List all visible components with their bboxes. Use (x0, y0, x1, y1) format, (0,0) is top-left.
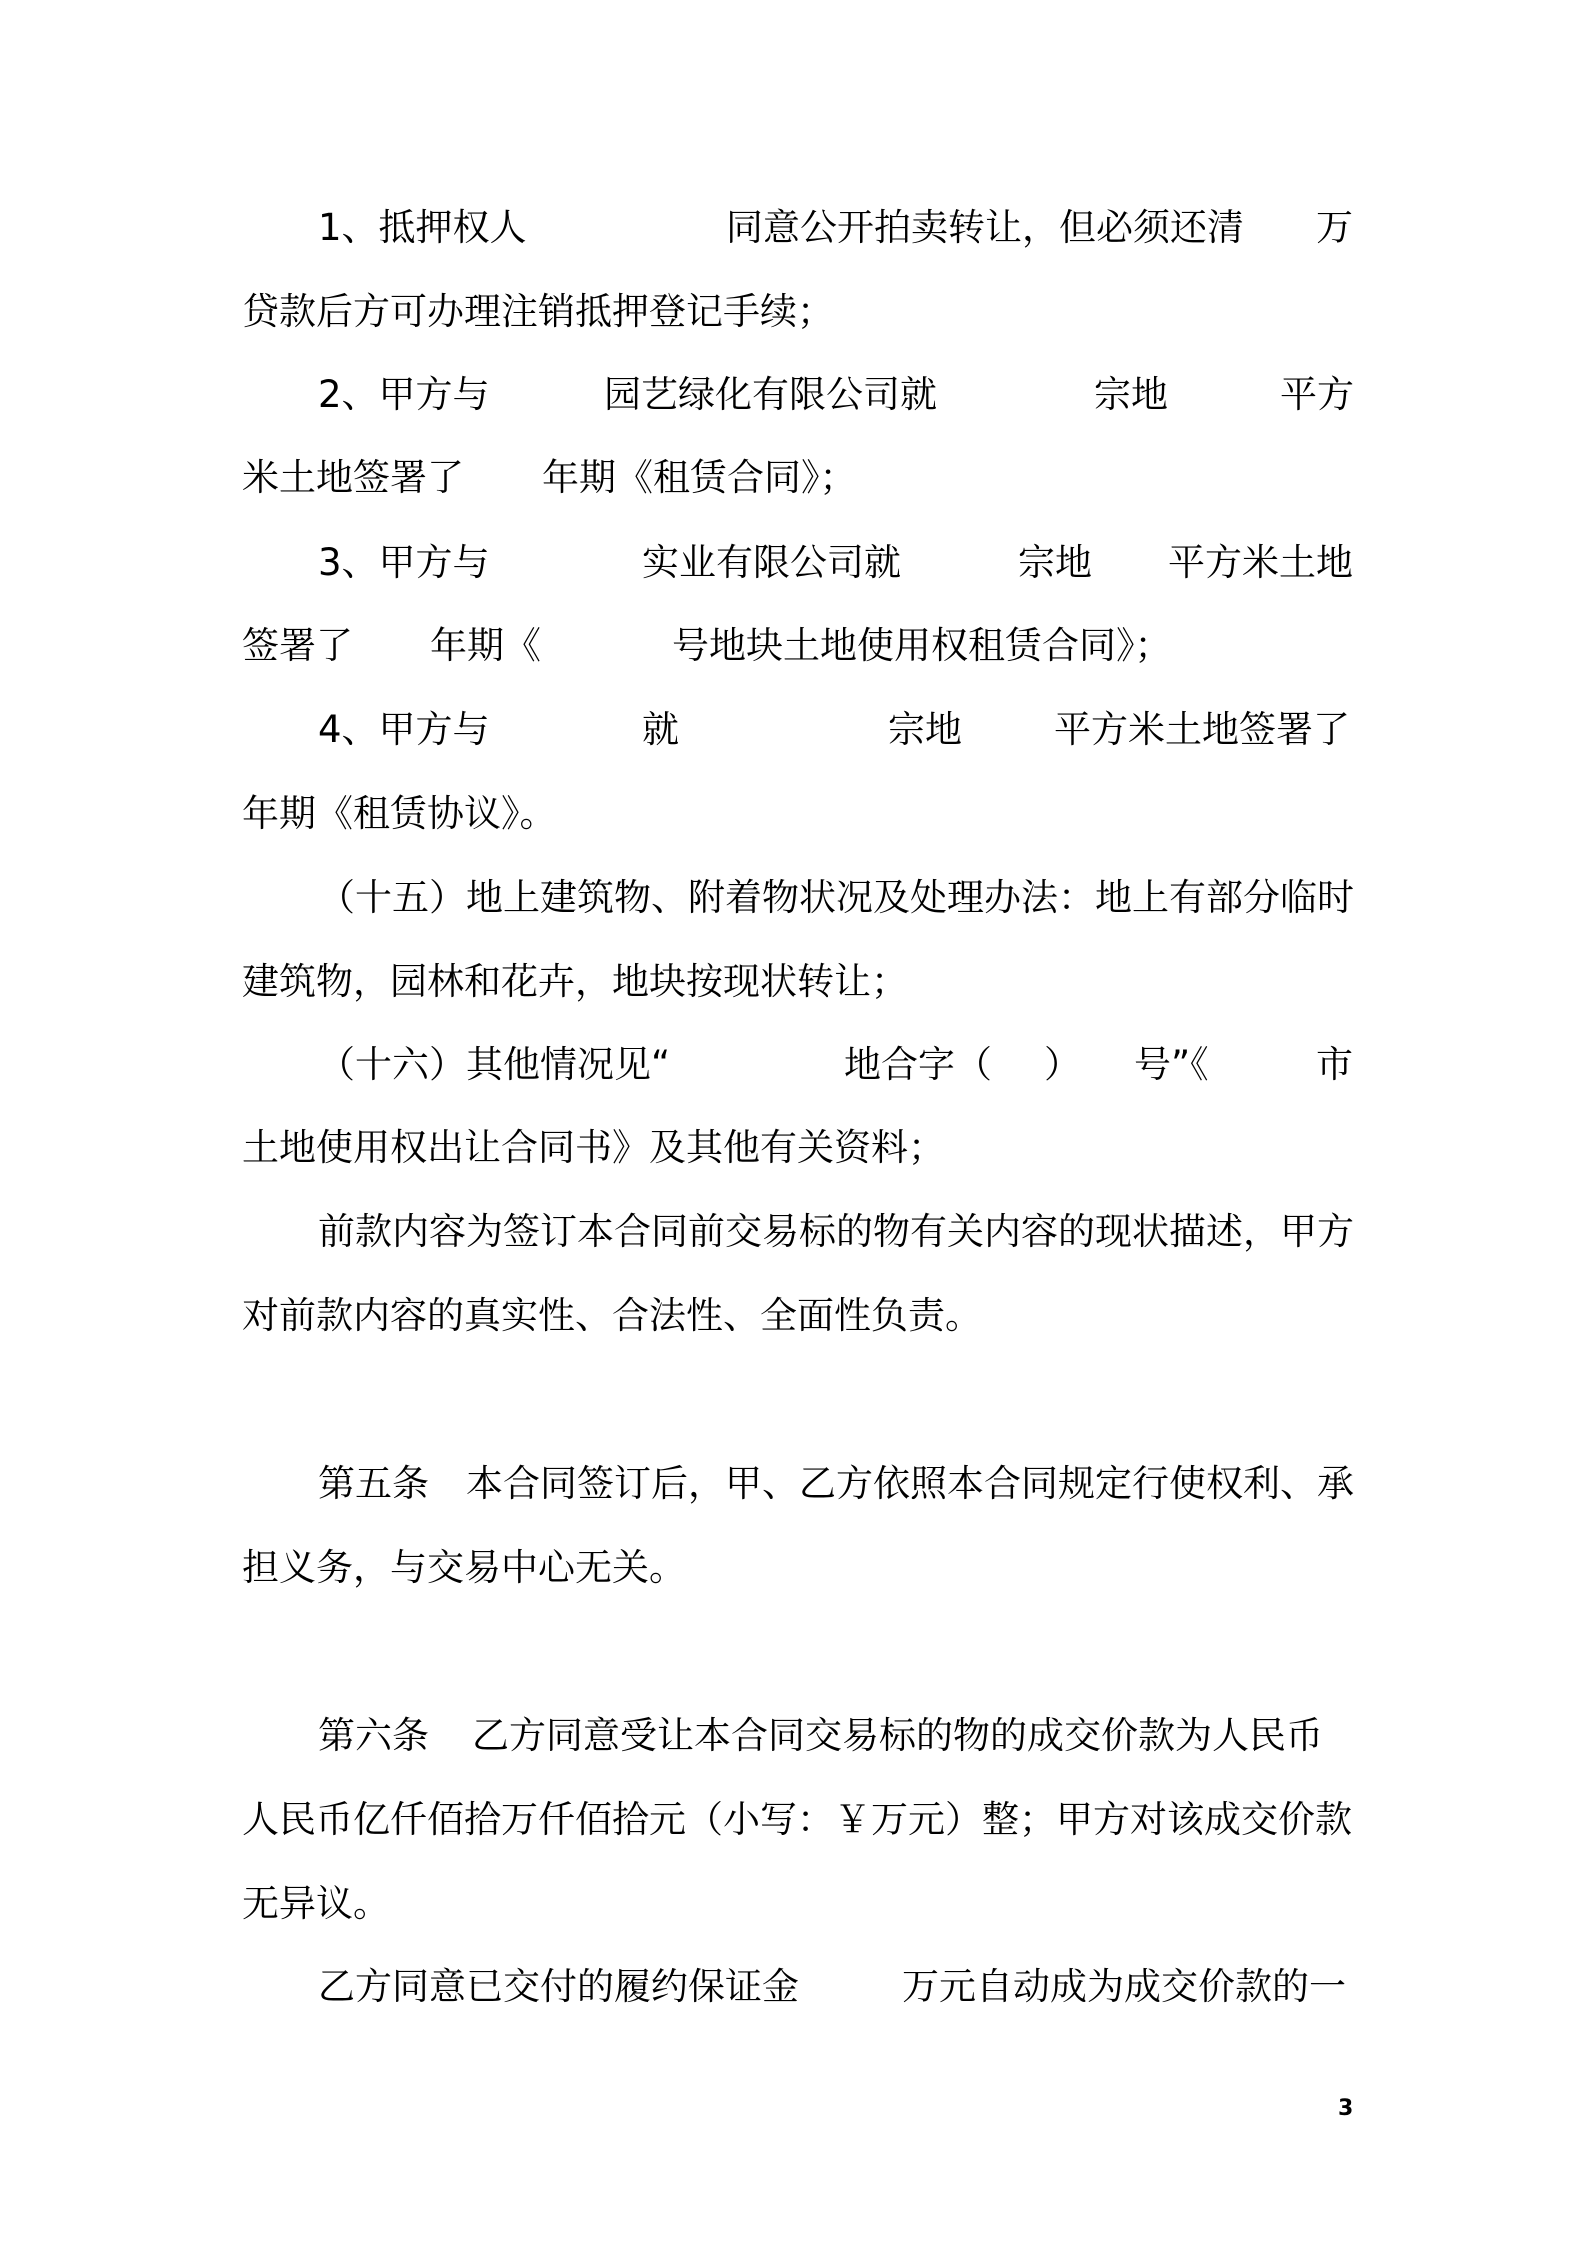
text-line (242, 1284, 1354, 1348)
text-segment: 贷款后方可办理注销抵押登记手续； (242, 290, 834, 333)
text-segment: 担义务，与交易中心无关。 (242, 1546, 686, 1589)
text-line (242, 866, 1354, 930)
text-line (242, 1452, 1354, 1516)
text-segment: 第五条 (318, 1462, 429, 1505)
text-segment: ） (1044, 1043, 1081, 1086)
text-segment: 本合同签订后，甲、乙方依照本合同规定行使权利、承 (466, 1462, 1354, 1505)
text-segment: 前款内容为签订本合同前交易标的物有关内容的现状描述，甲方 (318, 1210, 1354, 1253)
text-segment: 地合字（ (844, 1043, 992, 1086)
text-segment: 乙方同意已交付的履约保证金 (318, 1965, 799, 2008)
text-segment: 4、甲方与 (318, 708, 490, 751)
text-segment: 3、甲方与 (318, 541, 490, 584)
text-segment: （十六）其他情况见“ (318, 1043, 671, 1086)
text-segment: 万元自动成为成交价款的一 (902, 1965, 1346, 2008)
text-line (242, 1033, 1354, 1097)
text-segment: 米土地签署了 (242, 456, 464, 499)
text-line (242, 1200, 1354, 1264)
text-segment: 2、甲方与 (318, 373, 490, 416)
text-segment: 建筑物，园林和花卉，地块按现状转让； (242, 960, 908, 1003)
text-line (242, 1788, 1354, 1852)
text-segment: 就 (642, 708, 679, 751)
text-segment: 平方米土地 (1168, 541, 1353, 584)
text-segment: 号地块土地使用权租赁合同》； (672, 624, 1172, 667)
text-line (242, 1872, 1354, 1936)
text-segment: 土地使用权出让合同书》及其他有关资料； (242, 1126, 945, 1169)
text-line (242, 446, 1354, 510)
page-number: 3 (1338, 2096, 1354, 2121)
text-segment: 对前款内容的真实性、合法性、全面性负责。 (242, 1294, 982, 1337)
text-segment: 市 (1316, 1043, 1353, 1086)
text-line (242, 1116, 1354, 1180)
text-segment: 年期《租赁合同》； (542, 456, 857, 499)
text-segment: 1、抵押权人 (318, 206, 527, 249)
text-segment: 平方米土地签署了 (1054, 708, 1350, 751)
text-segment: 宗地 (1018, 541, 1092, 584)
text-line (242, 280, 1354, 344)
text-line (242, 363, 1354, 427)
text-line (242, 782, 1354, 846)
text-segment: 宗地 (1094, 373, 1168, 416)
text-segment: 同意公开拍卖转让，但必须还清 (726, 206, 1244, 249)
text-segment: 实业有限公司就 (642, 541, 901, 584)
text-segment: 年期《 (430, 624, 541, 667)
text-segment: 乙方同意受让本合同交易标的物的成交价款为人民币 (472, 1714, 1323, 1757)
text-segment: 万 (1316, 206, 1353, 249)
text-segment: 无异议。 (242, 1882, 390, 1925)
text-line (242, 1955, 1354, 2019)
text-segment: 签署了 (242, 624, 353, 667)
text-line (242, 1704, 1354, 1768)
text-segment: 号”《 (1134, 1043, 1209, 1086)
text-segment: 第六条 (318, 1714, 429, 1757)
text-segment: 平方 (1280, 373, 1354, 416)
text-line (242, 1536, 1354, 1600)
text-line (242, 531, 1354, 595)
text-line (242, 196, 1354, 260)
text-line (242, 950, 1354, 1014)
text-segment: 园艺绿化有限公司就 (604, 373, 937, 416)
text-segment: （十五）地上建筑物、附着物状况及处理办法：地上有部分临时 (318, 876, 1354, 919)
text-line (242, 698, 1354, 762)
text-line (242, 614, 1354, 678)
text-segment: 人民币亿仟佰拾万仟佰拾元（小写：￥万元）整；甲方对该成交价款 (242, 1798, 1352, 1841)
text-segment: 宗地 (888, 708, 962, 751)
text-segment: 年期《租赁协议》。 (242, 792, 557, 835)
